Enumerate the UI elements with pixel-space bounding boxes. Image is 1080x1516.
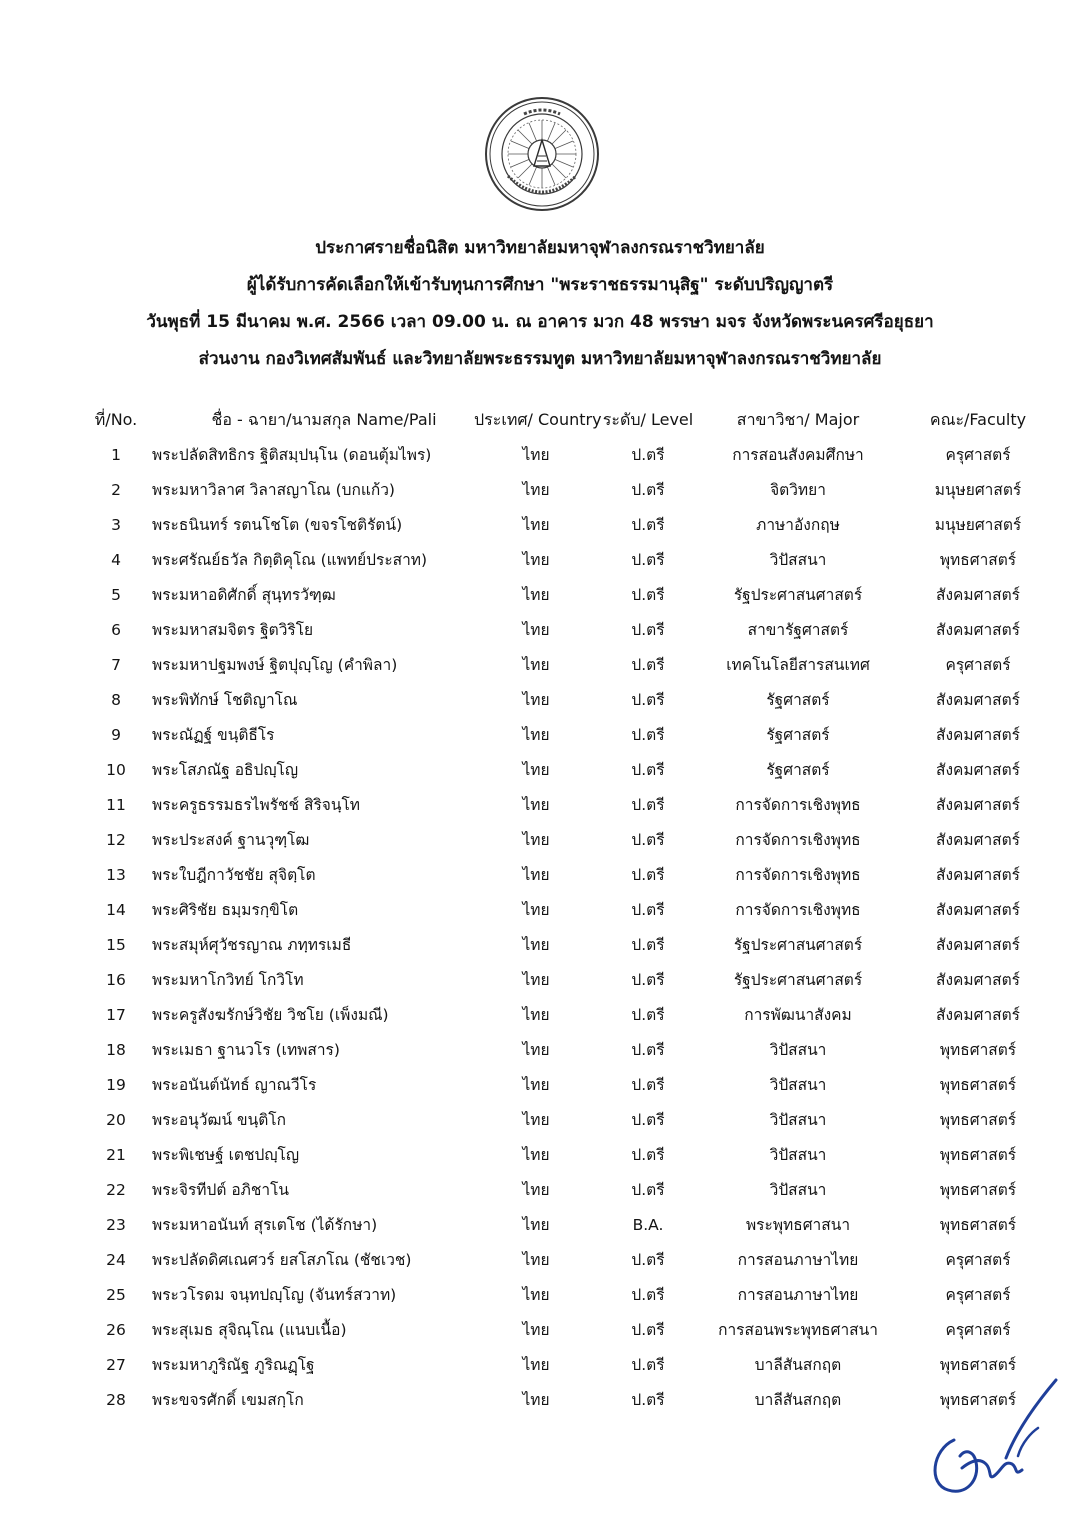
cell-name: พระโสภณัฐ อธิปญฺโญ bbox=[152, 761, 299, 779]
table-row bbox=[86, 997, 1058, 1032]
cell-major: จิตวิทยา bbox=[770, 481, 826, 499]
cell-country: ไทย bbox=[522, 1041, 550, 1059]
cell-faculty: สังคมศาสตร์ bbox=[935, 691, 1020, 709]
cell-no: 26 bbox=[106, 1320, 126, 1339]
cell-faculty: ครุศาสตร์ bbox=[945, 1251, 1011, 1269]
cell-major: ภาษาอังกฤษ bbox=[756, 516, 840, 534]
cell-country: ไทย bbox=[522, 516, 550, 534]
cell-level: ป.ตรี bbox=[631, 1041, 665, 1059]
cell-no: 11 bbox=[106, 795, 126, 814]
header-level: ระดับ/ Level bbox=[602, 409, 694, 429]
cell-faculty: พุทธศาสตร์ bbox=[939, 1356, 1017, 1374]
cell-country: ไทย bbox=[522, 586, 550, 604]
cell-country: ไทย bbox=[522, 481, 550, 499]
table-row bbox=[86, 542, 1058, 577]
header-country: ประเทศ/ Country bbox=[474, 409, 602, 429]
cell-country: ไทย bbox=[522, 1356, 550, 1374]
table-row bbox=[86, 857, 1058, 892]
table-row bbox=[86, 1312, 1058, 1347]
cell-faculty: ครุศาสตร์ bbox=[945, 446, 1011, 464]
table-row bbox=[86, 1242, 1058, 1277]
announcement-header bbox=[40, 230, 1040, 378]
cell-country: ไทย bbox=[522, 901, 550, 919]
cell-name: พระพิเชษฐ์ เตชปญฺโญ bbox=[152, 1146, 300, 1164]
cell-level: ป.ตรี bbox=[631, 936, 665, 954]
cell-faculty: สังคมศาสตร์ bbox=[935, 971, 1020, 989]
cell-faculty: สังคมศาสตร์ bbox=[935, 831, 1020, 849]
cell-major: วิปัสสนา bbox=[769, 1076, 827, 1094]
cell-faculty: พุทธศาสตร์ bbox=[939, 1076, 1017, 1094]
cell-name: พระมหาสมจิตร ฐิตวิริโย bbox=[152, 621, 314, 639]
cell-name: พระมหาอดิศักดิ์ สุนฺทรวัฑฺฒ bbox=[152, 586, 336, 604]
cell-major: รัฐประศาสนศาสตร์ bbox=[733, 936, 863, 954]
table-row bbox=[86, 577, 1058, 612]
table-row bbox=[86, 1172, 1058, 1207]
table-row bbox=[86, 822, 1058, 857]
cell-name: พระเมธา ฐานวโร (เทพสาร) bbox=[152, 1041, 340, 1059]
table-row bbox=[86, 717, 1058, 752]
cell-name: พระสุเมธ สุจิณฺโณ (แนบเนื้อ) bbox=[152, 1321, 347, 1339]
table-row bbox=[86, 1137, 1058, 1172]
cell-major: การสอนภาษาไทย bbox=[737, 1286, 859, 1304]
cell-faculty: สังคมศาสตร์ bbox=[935, 936, 1020, 954]
cell-faculty: พุทธศาสตร์ bbox=[939, 1146, 1017, 1164]
cell-major: วิปัสสนา bbox=[769, 551, 827, 569]
cell-country: ไทย bbox=[522, 761, 550, 779]
cell-country: ไทย bbox=[522, 796, 550, 814]
cell-faculty: สังคมศาสตร์ bbox=[935, 796, 1020, 814]
cell-level: ป.ตรี bbox=[631, 551, 665, 569]
cell-no: 15 bbox=[106, 935, 126, 954]
table-header-row bbox=[86, 403, 1058, 437]
cell-no: 2 bbox=[111, 480, 121, 499]
cell-no: 25 bbox=[106, 1285, 126, 1304]
cell-level: ป.ตรี bbox=[631, 516, 665, 534]
cell-level: ป.ตรี bbox=[631, 1181, 665, 1199]
cell-no: 9 bbox=[111, 725, 121, 744]
cell-country: ไทย bbox=[522, 1111, 550, 1129]
table-row bbox=[86, 507, 1058, 542]
table-row bbox=[86, 612, 1058, 647]
cell-faculty: มนุษยศาสตร์ bbox=[934, 516, 1022, 534]
cell-faculty: สังคมศาสตร์ bbox=[935, 726, 1020, 744]
cell-no: 18 bbox=[106, 1040, 126, 1059]
cell-name: พระสมุห์ศุวัชรญาณ ภทฺทรเมธี bbox=[152, 936, 352, 954]
header-faculty: คณะ/Faculty bbox=[929, 409, 1027, 429]
cell-level: ป.ตรี bbox=[631, 796, 665, 814]
cell-no: 12 bbox=[106, 830, 126, 849]
cell-name: พระใบฎีกาวัชชัย สุจิตฺโต bbox=[152, 866, 316, 884]
cell-major: วิปัสสนา bbox=[769, 1181, 827, 1199]
cell-no: 16 bbox=[106, 970, 126, 989]
cell-country: ไทย bbox=[522, 866, 550, 884]
cell-country: ไทย bbox=[522, 621, 550, 639]
cell-name: พระปลัดสิทธิกร ฐิติสมฺปนฺโน (ดอนตุ้มไพร) bbox=[152, 446, 432, 464]
cell-level: ป.ตรี bbox=[631, 866, 665, 884]
cell-major: รัฐศาสตร์ bbox=[766, 761, 830, 779]
cell-no: 17 bbox=[106, 1005, 126, 1024]
cell-level: ป.ตรี bbox=[631, 831, 665, 849]
table-row bbox=[86, 752, 1058, 787]
cell-country: ไทย bbox=[522, 1286, 550, 1304]
cell-country: ไทย bbox=[522, 551, 550, 569]
cell-name: พระปลัดดิศเณศวร์ ยสโสภโณ (ชัชเวช) bbox=[152, 1251, 412, 1269]
cell-faculty: พุทธศาสตร์ bbox=[939, 1181, 1017, 1199]
cell-major: พระพุทธศาสนา bbox=[745, 1216, 851, 1234]
cell-level: ป.ตรี bbox=[631, 901, 665, 919]
cell-country: ไทย bbox=[522, 656, 550, 674]
cell-major: การสอนสังคมศึกษา bbox=[732, 446, 864, 464]
cell-level: ป.ตรี bbox=[631, 1321, 665, 1339]
cell-name: พระครูธรรมธรไพรัชช์ สิริจนฺโท bbox=[152, 796, 360, 814]
table-row bbox=[86, 647, 1058, 682]
cell-major: รัฐประศาสนศาสตร์ bbox=[733, 586, 863, 604]
cell-no: 4 bbox=[111, 550, 121, 569]
cell-level: ป.ตรี bbox=[631, 1111, 665, 1129]
header-major: สาขาวิชา/ Major bbox=[736, 409, 860, 429]
cell-faculty: สังคมศาสตร์ bbox=[935, 586, 1020, 604]
header-line-4: ส่วนงาน กองวิเทศสัมพันธ์ และวิทยาลัยพระธรรมทูต มหาวิทยาลัยมหาจุฬาลงกรณราชวิทยาลัย bbox=[198, 349, 882, 369]
cell-no: 7 bbox=[111, 655, 121, 674]
cell-major: การจัดการเชิงพุทธ bbox=[735, 796, 861, 814]
cell-no: 27 bbox=[106, 1355, 126, 1374]
cell-faculty: สังคมศาสตร์ bbox=[935, 1006, 1020, 1024]
cell-country: ไทย bbox=[522, 1181, 550, 1199]
cell-level: ป.ตรี bbox=[631, 1076, 665, 1094]
cell-no: 3 bbox=[111, 515, 121, 534]
cell-name: พระประสงค์ ฐานวุฑฺโฒ bbox=[152, 831, 310, 849]
cell-level: ป.ตรี bbox=[631, 971, 665, 989]
cell-name: พระพิทักษ์ โชติญาโณ bbox=[152, 691, 298, 709]
cell-name: พระครูสังฆรักษ์วิชัย วิชโย (เพ็งมณี) bbox=[152, 1006, 389, 1024]
table-row bbox=[86, 1102, 1058, 1137]
cell-name: พระณัฏฐ์ ขนฺติธีโร bbox=[152, 726, 275, 744]
cell-country: ไทย bbox=[522, 1006, 550, 1024]
cell-faculty: สังคมศาสตร์ bbox=[935, 901, 1020, 919]
cell-name: พระวโรดม จนฺทปญฺโญ (จันทร์สวาท) bbox=[152, 1286, 397, 1304]
cell-level: ป.ตรี bbox=[631, 726, 665, 744]
cell-level: B.A. bbox=[632, 1215, 664, 1234]
cell-level: ป.ตรี bbox=[631, 656, 665, 674]
cell-name: พระศิริชัย ธมฺมรกฺขิโต bbox=[152, 901, 299, 919]
cell-country: ไทย bbox=[522, 1391, 550, 1409]
cell-major: การจัดการเชิงพุทธ bbox=[735, 901, 861, 919]
cell-country: ไทย bbox=[522, 446, 550, 464]
cell-faculty: สังคมศาสตร์ bbox=[935, 621, 1020, 639]
cell-name: พระมหาภูริณัฐ ภูริณฏฺโฐ bbox=[152, 1356, 315, 1374]
cell-no: 22 bbox=[106, 1180, 126, 1199]
cell-level: ป.ตรี bbox=[631, 1286, 665, 1304]
cell-country: ไทย bbox=[522, 1321, 550, 1339]
header-line-3: วันพุธที่ 15 มีนาคม พ.ศ. 2566 เวลา 09.00 น. ณ อาคาร มวก 48 พรรษา มจร จังหวัดพระนครศรีอยุธยา bbox=[146, 312, 934, 332]
cell-no: 23 bbox=[106, 1215, 126, 1234]
cell-level: ป.ตรี bbox=[631, 691, 665, 709]
cell-no: 5 bbox=[111, 585, 121, 604]
cell-level: ป.ตรี bbox=[631, 1146, 665, 1164]
cell-name: พระมหาอนันท์ สุรเตโช (ได้รักษา) bbox=[152, 1216, 378, 1234]
scholarship-roster-table bbox=[86, 403, 1058, 1417]
cell-level: ป.ตรี bbox=[631, 1251, 665, 1269]
cell-level: ป.ตรี bbox=[631, 446, 665, 464]
cell-major: วิปัสสนา bbox=[769, 1041, 827, 1059]
table-row bbox=[86, 1067, 1058, 1102]
cell-level: ป.ตรี bbox=[631, 1356, 665, 1374]
cell-level: ป.ตรี bbox=[631, 621, 665, 639]
table-row bbox=[86, 1347, 1058, 1382]
cell-country: ไทย bbox=[522, 1076, 550, 1094]
cell-major: การสอนพระพุทธศาสนา bbox=[718, 1321, 878, 1339]
cell-level: ป.ตรี bbox=[631, 761, 665, 779]
cell-no: 8 bbox=[111, 690, 121, 709]
cell-major: บาลีสันสกฤต bbox=[754, 1391, 842, 1409]
cell-country: ไทย bbox=[522, 691, 550, 709]
cell-name: พระอนันต์นัทธ์ ญาณวีโร bbox=[152, 1076, 317, 1094]
university-seal-logo bbox=[484, 96, 600, 212]
cell-no: 21 bbox=[106, 1145, 126, 1164]
table-row bbox=[86, 1032, 1058, 1067]
cell-faculty: พุทธศาสตร์ bbox=[939, 1111, 1017, 1129]
cell-no: 14 bbox=[106, 900, 126, 919]
cell-level: ป.ตรี bbox=[631, 586, 665, 604]
cell-name: พระขจรศักดิ์ เขมสกฺโก bbox=[152, 1391, 304, 1409]
cell-major: รัฐศาสตร์ bbox=[766, 691, 830, 709]
table-row bbox=[86, 1382, 1058, 1417]
cell-country: ไทย bbox=[522, 831, 550, 849]
cell-no: 20 bbox=[106, 1110, 126, 1129]
cell-faculty: ครุศาสตร์ bbox=[945, 656, 1011, 674]
cell-name: พระมหาวิลาศ วิลาสญาโณ (บกแก้ว) bbox=[152, 481, 395, 499]
cell-country: ไทย bbox=[522, 936, 550, 954]
cell-major: การจัดการเชิงพุทธ bbox=[735, 866, 861, 884]
cell-major: รัฐศาสตร์ bbox=[766, 726, 830, 744]
table-row bbox=[86, 437, 1058, 472]
cell-country: ไทย bbox=[522, 726, 550, 744]
cell-no: 28 bbox=[106, 1390, 126, 1409]
cell-faculty: พุทธศาสตร์ bbox=[939, 1216, 1017, 1234]
cell-faculty: ครุศาสตร์ bbox=[945, 1321, 1011, 1339]
cell-faculty: พุทธศาสตร์ bbox=[939, 551, 1017, 569]
cell-no: 1 bbox=[111, 445, 121, 464]
cell-name: พระธนินทร์ รตนโชโต (ขจรโชติรัตน์) bbox=[152, 516, 403, 534]
cell-name: พระศรัณย์ธวัล กิตฺติคุโณ (แพทย์ประสาท) bbox=[152, 551, 428, 569]
cell-faculty: พุทธศาสตร์ bbox=[939, 1041, 1017, 1059]
table-row bbox=[86, 472, 1058, 507]
cell-country: ไทย bbox=[522, 1216, 550, 1234]
table-row bbox=[86, 787, 1058, 822]
cell-faculty: มนุษยศาสตร์ bbox=[934, 481, 1022, 499]
table-row bbox=[86, 927, 1058, 962]
header-name: ชื่อ - ฉายา/นามสกุล Name/Pali bbox=[211, 409, 437, 429]
table-row bbox=[86, 1207, 1058, 1242]
table-body bbox=[86, 437, 1058, 1417]
cell-major: วิปัสสนา bbox=[769, 1146, 827, 1164]
table-row bbox=[86, 682, 1058, 717]
cell-major: บาลีสันสกฤต bbox=[754, 1356, 842, 1374]
cell-faculty: สังคมศาสตร์ bbox=[935, 866, 1020, 884]
header-no: ที่/No. bbox=[94, 409, 138, 429]
cell-country: ไทย bbox=[522, 1251, 550, 1269]
cell-name: พระจิรทีปต์ อภิชาโน bbox=[152, 1181, 289, 1199]
cell-no: 24 bbox=[106, 1250, 126, 1269]
cell-faculty: พุทธศาสตร์ bbox=[939, 1391, 1017, 1409]
header-line-1: ประกาศรายชื่อนิสิต มหาวิทยาลัยมหาจุฬาลงกรณราชวิทยาลัย bbox=[315, 238, 765, 258]
cell-major: การพัฒนาสังคม bbox=[744, 1006, 852, 1024]
table-row bbox=[86, 1277, 1058, 1312]
cell-no: 6 bbox=[111, 620, 121, 639]
cell-faculty: สังคมศาสตร์ bbox=[935, 761, 1020, 779]
cell-no: 13 bbox=[106, 865, 126, 884]
header-line-2: ผู้ได้รับการคัดเลือกให้เข้ารับทุนการศึกษา "พระราชธรรมานุสิฐ" ระดับปริญญาตรี bbox=[246, 275, 834, 295]
cell-no: 19 bbox=[106, 1075, 126, 1094]
cell-name: พระมหาปฐมพงษ์ ฐิตปุญฺโญ (คำพิลา) bbox=[152, 656, 398, 674]
table-row bbox=[86, 892, 1058, 927]
cell-major: การสอนภาษาไทย bbox=[737, 1251, 859, 1269]
cell-level: ป.ตรี bbox=[631, 1006, 665, 1024]
cell-major: สาขารัฐศาสตร์ bbox=[747, 621, 849, 639]
cell-faculty: ครุศาสตร์ bbox=[945, 1286, 1011, 1304]
cell-no: 10 bbox=[106, 760, 126, 779]
cell-level: ป.ตรี bbox=[631, 481, 665, 499]
cell-name: พระอนุวัฒน์ ขนฺติโก bbox=[152, 1111, 286, 1129]
cell-major: รัฐประศาสนศาสตร์ bbox=[733, 971, 863, 989]
cell-major: เทคโนโลยีสารสนเทศ bbox=[726, 656, 870, 674]
cell-country: ไทย bbox=[522, 971, 550, 989]
cell-country: ไทย bbox=[522, 1146, 550, 1164]
cell-name: พระมหาโกวิทย์ โกวิโท bbox=[152, 971, 304, 989]
handwritten-signature bbox=[922, 1372, 1062, 1502]
cell-major: การจัดการเชิงพุทธ bbox=[735, 831, 861, 849]
cell-level: ป.ตรี bbox=[631, 1391, 665, 1409]
table-row bbox=[86, 962, 1058, 997]
cell-major: วิปัสสนา bbox=[769, 1111, 827, 1129]
